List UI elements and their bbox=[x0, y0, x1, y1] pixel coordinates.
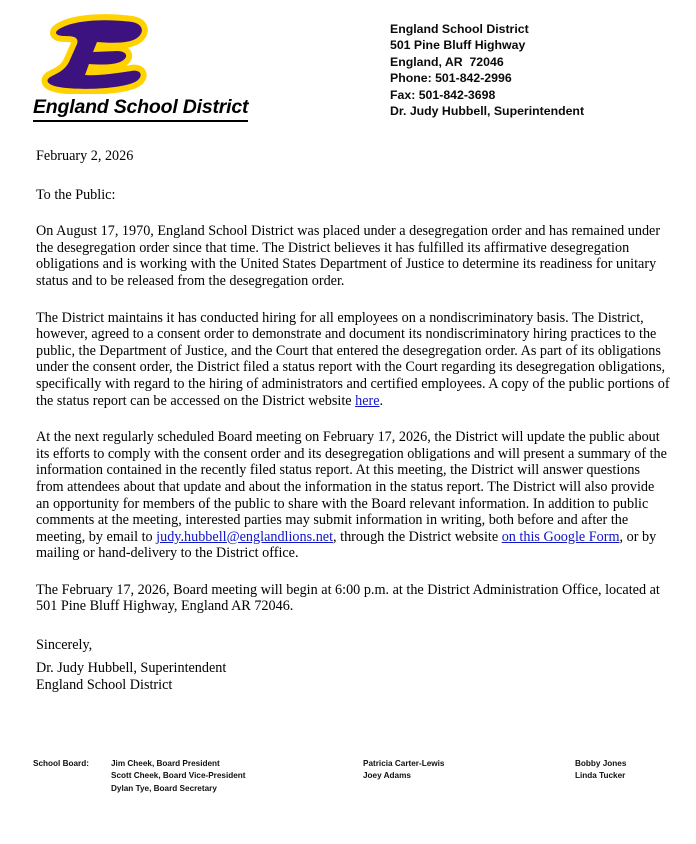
status-report-here-link[interactable]: here bbox=[355, 392, 380, 409]
signature-block bbox=[36, 660, 226, 693]
letter-closing: Sincerely, bbox=[36, 637, 93, 654]
paragraph-2-text: The District maintains it has conducted hiring for all employees on a nondiscriminatory basis. The District, however, agreed to a consent order to demonstrate and document its nondiscriminatory hiring practices to the public, the Department of Justice, and the Court that entered the desegregation order. As part of its obligations under the consent order, the District filed a status report with the Court regarding its desegregation obligations, specifically with regard to the hiring of administrators and certified employees. A copy of the public portions of the status report can be accessed on the District website bbox=[36, 309, 670, 409]
school-board-label: School Board: bbox=[33, 759, 89, 768]
board-member: Patricia Carter-Lewis bbox=[363, 759, 445, 768]
paragraph-3 bbox=[36, 429, 670, 562]
board-member: Joey Adams bbox=[363, 771, 411, 781]
address-line-name: England School District bbox=[390, 22, 529, 36]
paragraph-3-text-mid: , through the District website bbox=[333, 528, 502, 545]
school-board-column-2 bbox=[363, 758, 575, 783]
paragraph-2-tail: . bbox=[379, 392, 384, 409]
letter-date: February 2, 2026 bbox=[36, 148, 134, 164]
google-form-link[interactable]: on this Google Form bbox=[501, 528, 620, 545]
superintendent-email-link[interactable]: judy.hubbell@englandlions.net bbox=[156, 528, 334, 545]
logo-wordmark: England School District bbox=[33, 96, 248, 122]
address-line-street: 501 Pine Bluff Highway bbox=[390, 38, 526, 53]
england-lions-e-logo-icon bbox=[39, 14, 157, 94]
school-board-column-3 bbox=[575, 758, 673, 783]
signature-name: Dr. Judy Hubbell, Superintendent bbox=[36, 660, 227, 676]
paragraph-3-text-lead: At the next regularly scheduled Board meeting on February 17, 2026, the District will update the public about its efforts to comply with the consent order and its desegregation obligations and will present a summary of the information contained in the recently filed status report. At this meeting, the District will answer questions from attendees about that update and about the information in the status report. The District will also provide an opportunity for members of the public to share with the Board relevant information. In addition to public comments at the meeting, interested parties may submit information in writing, both before and after the meeting, by email to bbox=[36, 429, 667, 545]
letter-salutation: To the Public: bbox=[36, 186, 116, 203]
district-logo-block bbox=[33, 14, 263, 122]
paragraph-2 bbox=[36, 310, 670, 410]
address-line-phone: Phone: 501-842-2996 bbox=[390, 71, 512, 86]
address-line-superintendent: Dr. Judy Hubbell, Superintendent bbox=[390, 104, 585, 119]
board-member: Jim Cheek, Board President bbox=[111, 759, 220, 768]
paragraph-4: The February 17, 2026, Board meeting will begin at 6:00 p.m. at the District Administration Office, located at 501 Pine Bluff Highway, England AR 72046. bbox=[36, 581, 660, 615]
address-line-city-state-zip: England, AR 72046 bbox=[390, 54, 504, 69]
district-address-block bbox=[390, 21, 584, 119]
paragraph-3-text-tail: , or by mailing or hand-delivery to the District office. bbox=[36, 528, 657, 562]
letterhead bbox=[0, 14, 696, 132]
board-member: Linda Tucker bbox=[575, 771, 626, 781]
board-member: Dylan Tye, Board Secretary bbox=[111, 783, 217, 793]
board-member: Bobby Jones bbox=[575, 759, 627, 768]
board-member: Scott Cheek, Board Vice-President bbox=[111, 771, 246, 781]
school-board-column-1 bbox=[111, 758, 363, 795]
school-board-footer bbox=[33, 758, 673, 795]
signature-organization: England School District bbox=[36, 676, 173, 693]
address-line-fax: Fax: 501-842-3698 bbox=[390, 87, 496, 102]
paragraph-1: On August 17, 1970, England School District was placed under a desegregation order and has remained under the desegregation order since that time. The District believes it has fulfilled its affirmative desegregation obligations and is working with the United States Department of Justice to determine its readiness for unitary status and to be released from the desegregation order. bbox=[36, 223, 661, 289]
letter-body bbox=[36, 148, 670, 654]
